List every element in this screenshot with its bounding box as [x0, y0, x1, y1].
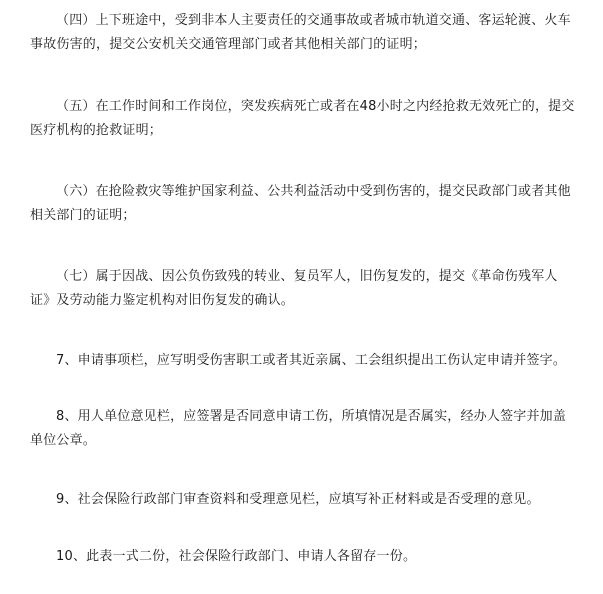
- paragraph-item-9: 9、社会保险行政部门审查资料和受理意见栏，应填写补正材料或是否受理的意见。: [56, 492, 540, 507]
- paragraph-rescue-relief: （六）在抢险救灾等维护国家利益、公共利益活动中受到伤害的，提交民政部门或者其他相关部门的证明；: [30, 184, 571, 223]
- paragraph-commute-accident: （四）上下班途中，受到非本人主要责任的交通事故或者城市轨道交通、客运轮渡、火车事故伤害的，提交公安机关交通管理部门或者其他相关部门的证明；: [30, 13, 571, 52]
- paragraph-veteran-injury: （七）属于因战、因公负伤致残的转业、复员军人，旧伤复发的，提交《革命伤残军人证》及劳动能力鉴定机构对旧伤复发的确认。: [30, 269, 558, 308]
- paragraph-item-7: 7、申请事项栏，应写明受伤害职工或者其近亲属、工会组织提出工伤认定申请并签字。: [56, 353, 567, 368]
- paragraph-sudden-illness: （五）在工作时间和工作岗位，突发疾病死亡或者在48小时之内经抢救无效死亡的，提交医疗机构的抢救证明；: [30, 99, 575, 138]
- paragraph-item-8: 8、用人单位意见栏，应签署是否同意申请工伤，所填情况是否属实，经办人签字并加盖单位公章。: [30, 409, 567, 448]
- paragraph-item-10: 10、此表一式二份，社会保险行政部门、申请人各留存一份。: [56, 549, 417, 564]
